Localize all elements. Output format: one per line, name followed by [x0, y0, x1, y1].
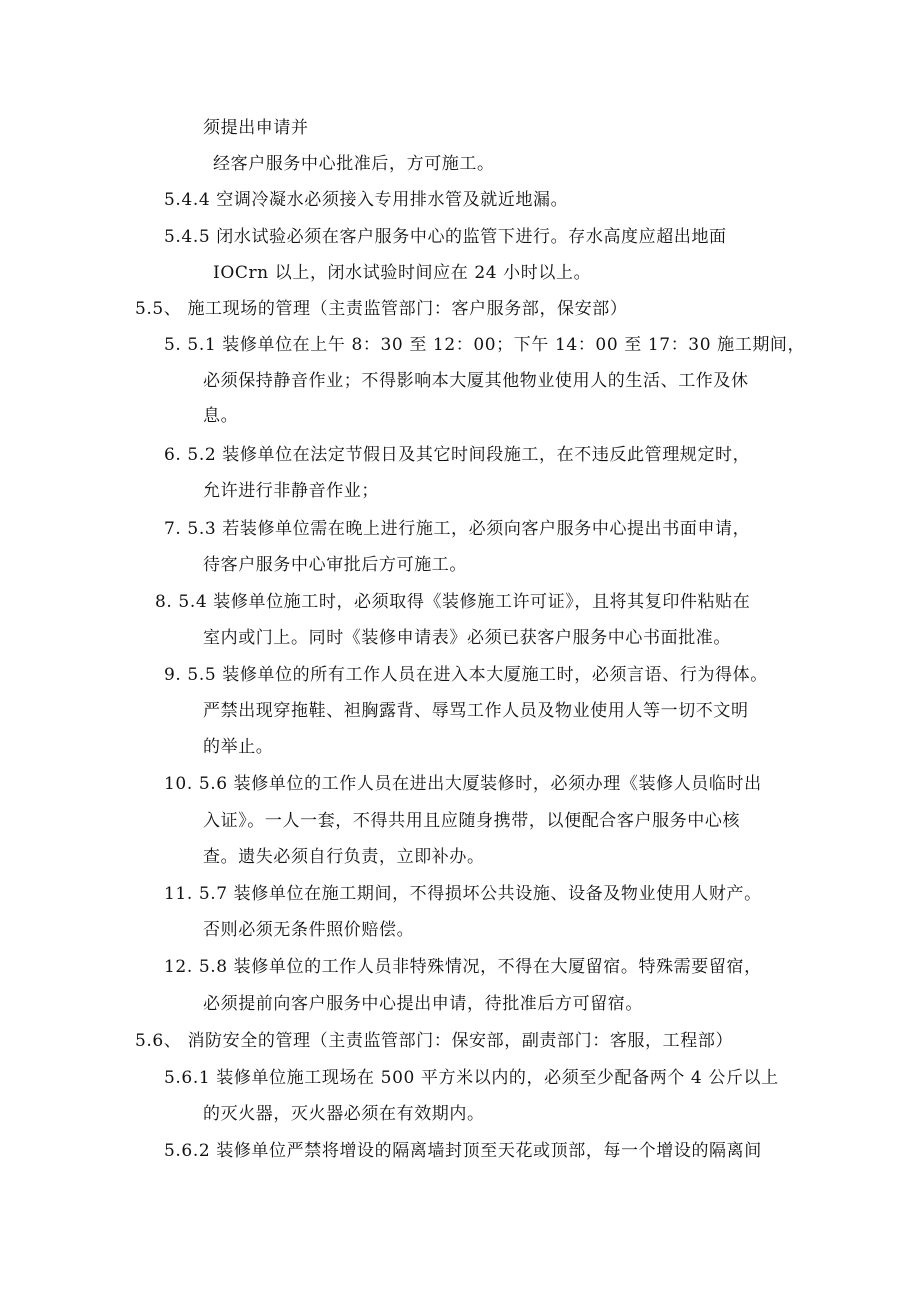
list-item: 10. 5.6 装修单位的工作人员在进出大厦装修时，必须办理《装修人员临时出 [164, 774, 762, 794]
list-item: 9. 5.5 装修单位的所有工作人员在进入本大厦施工时，必须言语、行为得体。 [164, 665, 768, 685]
text-line: 否则必须无条件照价赔偿。 [203, 920, 415, 940]
text-line: 必须提前向客户服务中心提出申请，待批准后方可留宿。 [203, 994, 643, 1014]
list-item: 8. 5.4 装修单位施工时，必须取得《装修施工许可证》，且将其复印件粘贴在 [155, 592, 751, 612]
list-item: 12. 5.8 装修单位的工作人员非特殊情况，不得在大厦留宿。特殊需要留宿， [164, 957, 762, 977]
text-line: 5.6.1 装修单位施工现场在 500 平方米以内的，必须至少配备两个 4 公斤以上 [164, 1068, 779, 1088]
text-line: 的灭火器，灭火器必须在有效期内。 [203, 1104, 485, 1124]
text-line: 息。 [203, 406, 239, 426]
text-line: 5.6.2 装修单位严禁将增设的隔离墙封顶至天花或顶部，每一个增设的隔离间 [164, 1141, 762, 1161]
text-line: 5.4.4 空调冷凝水必须接入专用排水管及就近地漏。 [164, 190, 569, 210]
text-line: 入证》。一人一套，不得共用且应随身携带，以便配合客户服务中心核 [203, 811, 741, 831]
section-heading: 5.5、 施工现场的管理（主责监管部门：客户服务部，保安部） [135, 299, 628, 319]
text-line: 严禁出现穿拖鞋、袒胸露背、辱骂工作人员及物业使用人等一切不文明 [203, 701, 749, 721]
text-line: 须提出申请并 [203, 118, 309, 138]
text-line: 待客户服务中心审批后方可施工。 [203, 555, 467, 575]
text-line: 室内或门上。同时《装修申请表》必须已获客户服务中心书面批准。 [203, 628, 731, 648]
list-item: 7. 5.3 若装修单位需在晚上进行施工，必须向客户服务中心提出书面申请， [164, 519, 751, 539]
list-item: 11. 5.7 装修单位在施工期间，不得损坏公共设施、设备及物业使用人财产。 [164, 884, 762, 904]
text-line: 查。遗失必须自行负责，立即补办。 [203, 847, 485, 867]
list-item: 5. 5.1 装修单位在上午 8：30 至 12：00；下午 14：00 至 17：30 施工期间， [164, 335, 806, 355]
text-line: IOCrn 以上，闭水试验时间应在 24 小时以上。 [213, 263, 592, 283]
section-heading: 5.6、 消防安全的管理（主责监管部门：保安部，副责部门：客服，工程部） [135, 1031, 734, 1051]
text-line: 经客户服务中心批准后，方可施工。 [213, 154, 495, 174]
text-line: 的举止。 [203, 737, 274, 757]
text-line: 5.4.5 闭水试验必须在客户服务中心的监管下进行。存水高度应超出地面 [164, 227, 727, 247]
text-line: 允许进行非静音作业； [203, 481, 379, 501]
list-item: 6. 5.2 装修单位在法定节假日及其它时间段施工，在不违反此管理规定时， [164, 445, 751, 465]
text-line: 必须保持静音作业；不得影响本大厦其他物业使用人的生活、工作及休 [203, 371, 749, 391]
